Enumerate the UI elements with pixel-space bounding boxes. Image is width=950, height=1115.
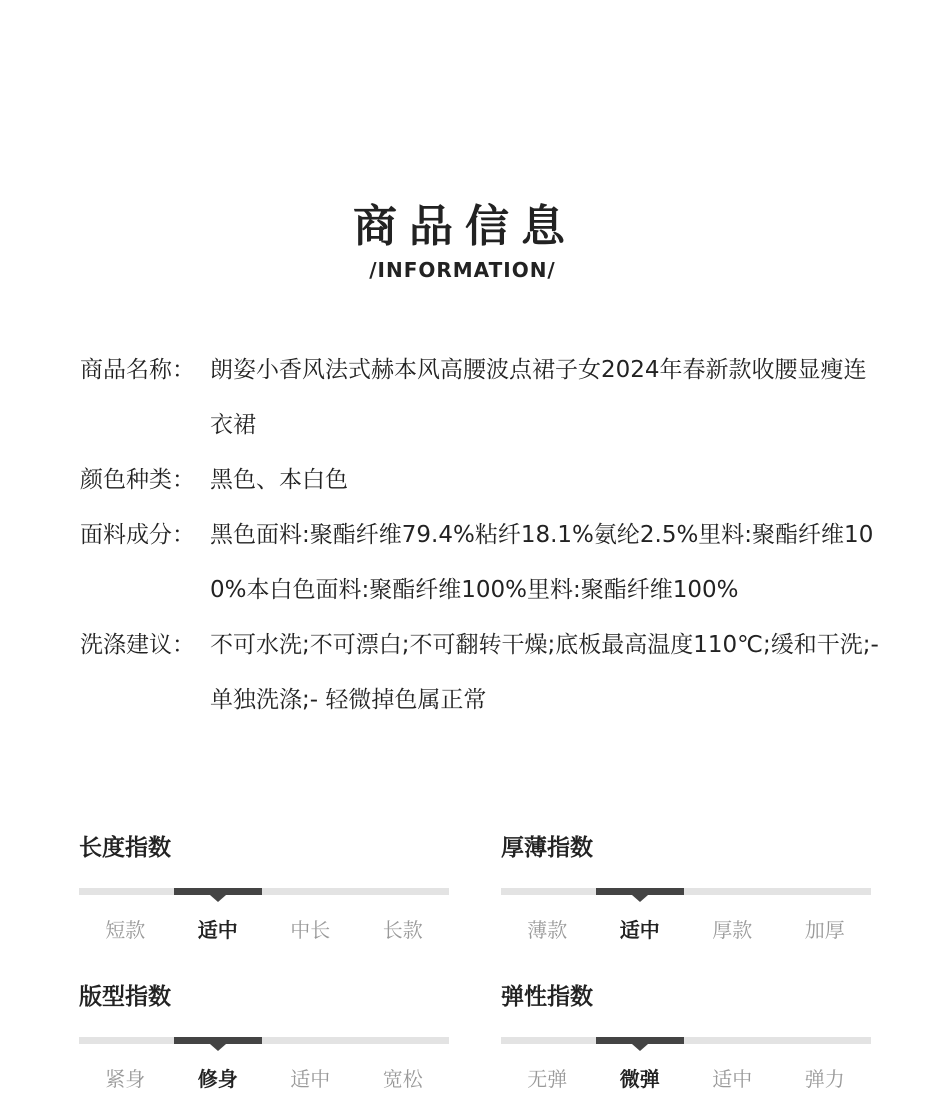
index-level: 薄款 bbox=[527, 918, 568, 942]
index-level: 短款 bbox=[105, 918, 146, 942]
info-key: 洗涤建议： bbox=[80, 632, 195, 658]
index-track bbox=[79, 888, 449, 895]
index-level: 紧身 bbox=[105, 1067, 146, 1091]
index-track bbox=[501, 1037, 871, 1044]
info-row-fabric bbox=[80, 508, 890, 618]
info-list bbox=[80, 343, 890, 728]
index-level: 适中 bbox=[619, 918, 660, 942]
index-level: 弹力 bbox=[804, 1067, 845, 1091]
info-row-care bbox=[80, 618, 890, 728]
info-value: 朗姿小香风法式赫本风高腰波点裙子女2024年春新款收腰显瘦连衣裙 bbox=[210, 357, 867, 438]
index-level: 适中 bbox=[197, 918, 238, 942]
index-level: 中长 bbox=[290, 918, 331, 942]
index-track bbox=[501, 888, 871, 895]
info-row-name bbox=[80, 343, 890, 453]
index-indicator bbox=[596, 1037, 684, 1044]
info-key: 商品名称： bbox=[80, 357, 195, 383]
info-value: 不可水洗;不可漂白;不可翻转干燥;底板最高温度110℃;缓和干洗;- 单独洗涤;- 轻微掉色属正常 bbox=[210, 632, 879, 713]
info-value: 黑色、本白色 bbox=[210, 467, 348, 493]
fit-index bbox=[79, 982, 449, 1092]
info-value: 黑色面料:聚酯纤维79.4%粘纤18.1%氨纶2.5%里料:聚酯纤维100%本白色面料:聚酯纤维100%里料:聚酯纤维100% bbox=[210, 522, 874, 603]
page-subtitle: /INFORMATION/ bbox=[369, 258, 556, 282]
index-indicator bbox=[174, 888, 262, 895]
index-title: 长度指数 bbox=[79, 835, 171, 861]
info-row-color bbox=[80, 453, 890, 508]
index-level: 修身 bbox=[197, 1067, 238, 1091]
index-title: 版型指数 bbox=[79, 984, 171, 1010]
index-level: 宽松 bbox=[382, 1067, 423, 1091]
index-level: 长款 bbox=[382, 918, 423, 942]
index-level: 适中 bbox=[290, 1067, 331, 1091]
thickness-index bbox=[501, 833, 871, 943]
index-level: 加厚 bbox=[804, 918, 845, 942]
elasticity-index bbox=[501, 982, 871, 1092]
index-level: 适中 bbox=[712, 1067, 753, 1091]
index-level: 微弹 bbox=[619, 1067, 660, 1091]
info-key: 颜色种类： bbox=[80, 467, 195, 493]
index-title: 厚薄指数 bbox=[501, 835, 593, 861]
index-level: 无弹 bbox=[527, 1067, 568, 1091]
index-indicator bbox=[174, 1037, 262, 1044]
index-level: 厚款 bbox=[712, 918, 753, 942]
page-title: 商品信息 bbox=[353, 201, 577, 252]
index-track bbox=[79, 1037, 449, 1044]
info-key: 面料成分： bbox=[80, 522, 195, 548]
index-title: 弹性指数 bbox=[501, 984, 593, 1010]
length-index bbox=[79, 833, 449, 943]
index-indicator bbox=[596, 888, 684, 895]
